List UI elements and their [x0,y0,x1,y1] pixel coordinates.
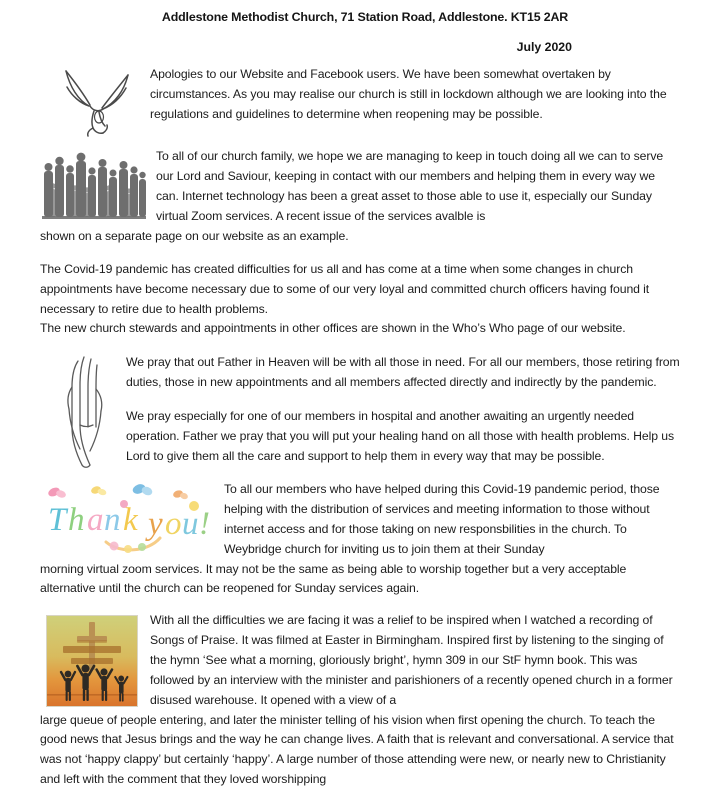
svg-text:u: u [182,506,199,543]
dove-icon [58,67,136,137]
svg-text:y: y [148,506,163,543]
svg-text:!: ! [199,506,210,543]
church-family-continuation: shown on a separate page on our website as an example. [40,229,349,243]
prayer-paragraph-1: We pray that out Father in Heaven will be with all those in need. For all our members, those retiring from duties, those in new appointments and all members affected directly and indirectly by the pandemic. [126,355,680,390]
thanks-text: To all our members who have helped during this Covid-19 pandemic period, those helping with the distribution of services and meeting information to those without internet access and for those taking on new responsbilities in the church. To Weybridge church for inviting us to join them at their Sunday [224,482,660,556]
svg-text:n: n [104,502,121,539]
praying-hands-icon [58,353,116,471]
church-family-text: To all of our church family, we hope we are managing to keep in touch doing all we can to serve our Lord and Saviour, keeping in contact with our members and helping them in every way we can. Internet technology has been a great asset to those able to use it, especially our Sunday virtual Zoom services. A recent issue of the services avalble is [156,149,664,223]
section-apologies [40,65,680,137]
congregation-icon [40,149,148,227]
songs-of-praise-text: With all the difficulties we are facing it was a relief to be inspired when I watched a recording of Songs of Praise. It was filmed at Easter in Birmingham. Inspired first by listening to the singing of the hymn ‘See what a morning, gloriously bright’, hymn 309 in our StF hymn book. This was followed by an interview with the minister and parishioners of a recently opened church in a former disused warehouse. It opened with a view of a [150,613,673,707]
svg-text:a: a [87,502,104,539]
section-church-family [40,147,680,227]
covid-paragraph-1: The Covid-19 pandemic has created difficulties for us all and has come at a time when some changes in church appointments have become necessary due to some of our very loyal and committed church officers having found it necessary to retire due to health problems. [40,261,650,316]
prayer-paragraph-2: We pray especially for one of our members in hospital and another awaiting an urgently needed operation. Father we pray that you will put your healing hand on all those with health problems. Help us Lord to give them all the care and support to help them in every way that may be possible. [126,408,674,463]
svg-text:T: T [48,502,67,539]
section-songs-of-praise [40,611,680,710]
songs-of-praise-continuation: large queue of people entering, and later the minister telling of his vision when first opening the church. To teach the good news that Jesus brings and the way he can change lives. A faith that is relevant and conversational. A service that was not ‘happy clappy’ but certainly ‘happy’. A large number of those attending were new, or nearly new to Christianity and left with the comment that they loved worshipping [40,712,674,787]
section-covid [40,260,680,339]
svg-text:o: o [165,506,182,543]
thanks-continuation: morning virtual zoom services. It may not be the same as being able to worship together but a very acceptable alternative until the church can be reopened for Sunday services again. [40,561,627,596]
svg-text:h: h [68,502,85,539]
songs-of-praise-icon [46,615,138,707]
section-thanks [40,480,680,559]
apologies-text: Apologies to our Website and Facebook users. We have been somewhat overtaken by circumstances. As you may realise our church is still in lockdown although we are looking into the regulations and guidelines to determine when reopening may be possible. [150,67,667,121]
page-title: Addlestone Methodist Church, 71 Station Road, Addlestone. KT15 2AR [161,10,569,24]
svg-text:k: k [123,502,138,539]
document-date: July 2020 [516,40,572,54]
section-prayer [40,353,680,471]
covid-paragraph-2: The new church stewards and appointments in other offices are shown in the Who’s Who page of our website. [40,321,626,336]
thank-you-icon [44,484,216,556]
